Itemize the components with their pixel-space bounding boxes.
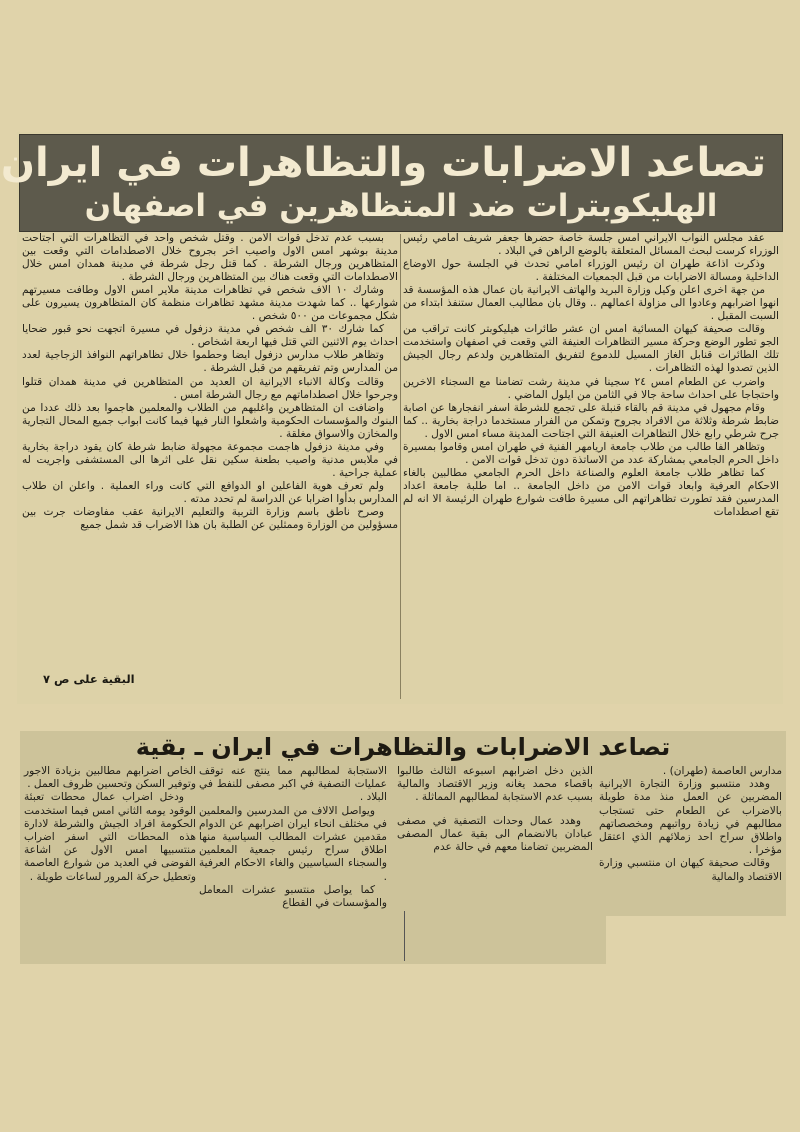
- headline-banner: [0, 134, 783, 232]
- paragraph: من جهة اخرى اعلن وكيل وزارة البريد والهاتف الايرانية بان عمال هذه المؤسسة قد انهوا اضرابهم وعادوا الى مزاولة اعمالهم .. وقال بان مطاليب العمال ستنفذ ابتداء من السبت المقبل .: [403, 284, 779, 323]
- continuation-column-1: [599, 765, 782, 884]
- paragraph: عقد مجلس النواب الايراني امس جلسة خاصة حضرها جعفر شريف امامي رئيس الوزراء كرست لبحث المسائل المتعلقة بالوضع الراهن في البلاد .: [403, 232, 779, 258]
- paragraph: وهدد عمال وحدات التصفية في مصفى عبادان بالانضمام الى بقية عمال المصفى المضربين تضامنا معهم في حالة عدم: [397, 814, 593, 854]
- paragraph: مدارس العاصمة (طهران) .: [662, 765, 782, 777]
- paragraph: وتظاهر طلاب مدارس دزفول ايضا وحطموا خلال تظاهراتهم النوافذ الزجاجية لعدد من المدارس وتم تفريقهم من قبل الشرطة .: [22, 349, 398, 375]
- continuation-column-2: [397, 765, 593, 854]
- paragraph: كما يواصل منتسبو عشرات المعامل والمؤسسات في القطاع: [199, 883, 387, 910]
- continuation-column-4: [24, 765, 196, 884]
- paragraph: واضافت ان المتظاهرين واغلبهم من الطلاب والمعلمين هاجموا بعد ذلك عددا من البنوك والمؤسسات الحكومية واشعلوا النار فيها فيما كانت ابواب جميع المحال التجارية والمخازن والاسواق مغلقة .: [22, 401, 398, 440]
- continued-note: البقية على ص ٧: [43, 672, 135, 686]
- paragraph: واضرب عن الطعام امس ٢٤ سجينا في مدينة رشت تضامنا مع السجناء الاخرين واحتجاجا على احداث ساحة جالا في الثامن من ايلول الماضي .: [403, 375, 779, 401]
- paragraph: وقالت وكالة الانباء الايرانية ان العديد من المتظاهرين في مدينة همدان قتلوا وجرحوا خلال اصطداماتهم مع رجال الشرطة امس .: [22, 375, 398, 401]
- continuation-column-3: [199, 765, 387, 910]
- article-clipping-continuation: [20, 731, 786, 964]
- article-column-left: [22, 232, 398, 532]
- paragraph: ويواصل الالاف من المدرسين والمعلمين في مختلف انحاء ايران اضرابهم عن الدوام مقدمين عشرات المطالب السياسية منها اطلاق سراح رئيس جمعية المعلمين والسجناء السياسيين والغاء الاحكام العرفية .: [199, 804, 387, 883]
- paragraph: وصرح ناطق باسم وزارة التربية والتعليم الايرانية عقب مفاوضات جرت بين مسؤولين من الوزارة وممثلين عن الطلبة بان هذا الاضراب قد شمل جميع: [22, 505, 398, 532]
- paragraph: الخاص اضرابهم مطالبين بزيادة الاجور وتوفير السكن وتحسين ظروف العمل .: [24, 765, 196, 791]
- paragraph: كما شارك ٣٠ الف شخص في مدينة دزفول في مسيرة اتجهت نحو قبور ضحايا احداث يوم الاثنين التي قتل فيها اربعة اشخاص .: [22, 323, 398, 349]
- paragraph: وقالت صحيفة كيهان ان منتسبي وزارة الاقتصاد والمالية: [599, 857, 782, 883]
- paragraph: الذين دخل اضرابهم اسبوعه الثالث طالبوا باقصاء محمد يغانه وزير الاقتصاد والمالية بسبب عدم الاستجابة لمطالبهم المماثلة .: [397, 765, 593, 804]
- paragraph: بسبب عدم تدخل قوات الامن . وقتل شخص واحد في التظاهرات التي اجتاحت مدينة بوشهر امس الاول واصيب اخر بجروح خلال الاصطدامات التي وقعت بين المتظاهرين ورجال الشرطة . كما قتل رجل شرطة في مدينة همدان امس خلال الاصطدامات التي وقعت هناك بين المتظاهرين ورجال الشرطة .: [22, 232, 398, 284]
- paragraph: وتظاهر الفا طالب من طلاب جامعة اريامهر الفنية في طهران امس وقاموا بمسيرة داخل الحرم الجامعي بمشاركة عدد من الاساتذة دون تدخل قوات الامن .: [403, 440, 779, 466]
- column-divider: [400, 234, 401, 699]
- paragraph: كما تظاهر طلاب جامعة العلوم والصناعة داخل الحرم الجامعي مطالبين بالغاء الاحكام العرفية وابعاد قوات الامن من داخل الجامعة .. اما طلبة جامعة اعداد المدرسين فقد تطورت تظاهراتهم الى مسيرة طافت شوارع طهران الرئيسة الا انه لم تقع اصطدامات: [403, 466, 779, 518]
- headline: تصاعد الاضرابات والتظاهرات في ايران: [0, 140, 766, 186]
- paragraph: الاستجابة لمطالبهم مما ينتج عنه توقف عمليات التصفية في اكبر مصفى للنفط في البلاد .: [199, 765, 387, 804]
- paragraph: وقام مجهول في مدينة قم بالقاء قنبلة على تجمع للشرطة اسفر انفجارها عن اصابة ضابط شرطة وثلاثة من الافراد بجروح وتمكن من الفرار مستخدما دراجة بخارية .. كما جرح شرطي رابع خلال التظاهرات العنيفة التي اجتاحت المدينة مساء امس الاول .: [403, 401, 779, 440]
- subheadline: الهليكوبترات ضد المتظاهرين في اصفهان: [84, 188, 718, 224]
- paragraph: وذكرت اذاعة طهران ان رئيس الوزراء امامي تحدث في الجلسة حول الاوضاع الداخلية ومسالة الاضرابات من قبل الجمعيات المختلفة .: [403, 258, 779, 284]
- column-divider: [404, 911, 405, 961]
- paragraph: ولم تعرف هوية الفاعلين او الدوافع التي كانت وراء العملية . واعلن ان طلاب المدارس بدأوا اضرابا عن الدراسة لم تحدد مدته .: [22, 479, 398, 505]
- paragraph: وقالت صحيفة كيهان المسائية امس ان عشر طائرات هيليكوبتر كانت تراقب من الجو تطور الوضع وحركة مسير التظاهرات العنيفة التي وقعت في اصفهان واستخدمت تلك الطائرات قنابل الغاز المسيل للدموع لتفريق المتظاهرين ولدعم رجال الجيش الذين تصدوا لهذه التظاهرات .: [403, 323, 779, 375]
- clipping-cutout: [606, 916, 786, 964]
- continuation-headline: تصاعد الاضرابات والتظاهرات في ايران ـ بقية: [135, 733, 671, 761]
- paragraph: وهدد منتسبو وزارة التجارة الايرانية المضربين عن العمل منذ مدة طويلة بالاضراب عن الطعام حتى تستجاب مطالبهم في زيادة رواتبهم ومخصصاتهم واطلاق سراح احد زملائهم الذي اعتقل مؤخرا .: [599, 778, 782, 857]
- paragraph: وشارك ١٠ الاف شخص في تظاهرات مدينة ملاير امس الاول وطافت مسيرتهم شوارعها .. كما شهدت مدينة مشهد تظاهرات منظمة كان المتظاهرون يسيرون على شكل مجموعات من ٥٠٠ شخص .: [22, 284, 398, 323]
- article-clipping-main: [0, 132, 783, 704]
- paragraph: وفي مدينة دزفول هاجمت مجموعة مجهولة ضابط شرطة كان يقود دراجة بخارية في ملابس مدنية واصيب بطعنة سكين نقل على اثرها الى المستشفى واجريت له عملية جراحية .: [22, 440, 398, 479]
- paragraph: ودخل اضراب عمال محطات تعبئة الوقود يومه الثاني امس فيما استخدمت الحكومة افراد الجيش والشرطة لادارة هذه المحطات التي اسفر اضراب منتسبيها امس الاول عن اشاعة الفوضى في العديد من شوارع العاصمة وتعطيل حركة المرور لساعات طويلة .: [24, 791, 196, 883]
- article-column-right: [403, 232, 779, 519]
